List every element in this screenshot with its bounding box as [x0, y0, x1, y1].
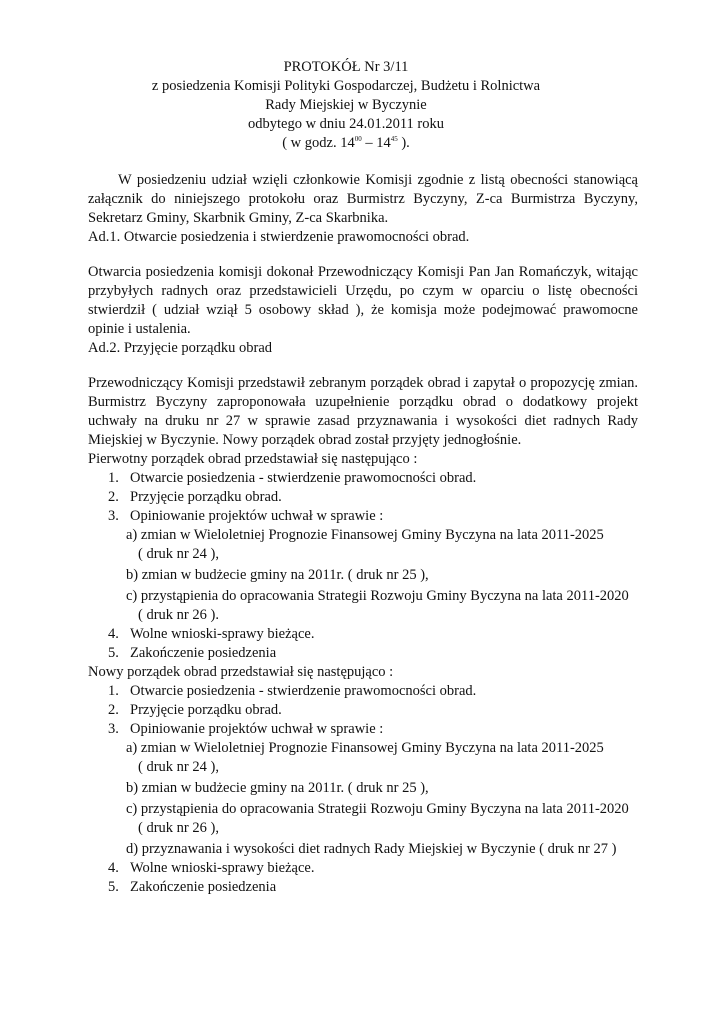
subitem-c-cont: ( druk nr 26 ), — [138, 820, 219, 836]
list-item: 1. Otwarcie posiedzenia - stwierdzenie prawomocności obrad. — [108, 683, 477, 699]
subitem-a-cont: ( druk nr 24 ), — [138, 759, 219, 775]
new-agenda-subitems — [88, 739, 638, 859]
subitem-b: b) zmian w budżecie gminy na 2011r. ( druk nr 25 ), — [126, 780, 429, 796]
new-agenda-list-end — [88, 859, 638, 897]
original-agenda-subitems — [88, 526, 638, 625]
list-item: 1. Otwarcie posiedzenia - stwierdzenie prawomocności obrad. — [108, 470, 477, 486]
list-item: 4. Wolne wnioski-sprawy bieżące. — [108, 860, 315, 876]
document-header — [88, 58, 604, 153]
ad2-paragraph: Przewodniczący Komisji przedstawił zebranym porządek obrad i zapytał o propozycję zmian. Burmistrz Byczyny zaproponowała uzupełnienie porządku obrad o dodatkowy projekt uchwały na druku nr 27 w sprawie zasad przyznawania i wysokości diet radnych Rady Miejskiej w Byczynie. Nowy porządek obrad został przyjęty jednogłośnie. — [88, 375, 638, 448]
ad1-heading: Ad.1. Otwarcie posiedzenia i stwierdzenie prawomocności obrad. — [88, 229, 470, 245]
list-item: 2. Przyjęcie porządku obrad. — [108, 702, 282, 718]
new-agenda-list — [88, 682, 638, 739]
subitem-d: d) przyznawania i wysokości diet radnych Rady Miejskiej w Byczynie ( druk nr 27 ) — [126, 841, 617, 857]
new-agenda-intro: Nowy porządek obrad przedstawiał się następująco : — [88, 664, 394, 680]
subitem-a: a) zmian w Wieloletniej Prognozie Finansowej Gminy Byczyna na lata 2011-2025 — [126, 527, 604, 543]
header-committee: z posiedzenia Komisji Polityki Gospodarczej, Budżetu i Rolnictwa — [151, 78, 541, 94]
original-agenda-intro: Pierwotny porządek obrad przedstawiał się następująco : — [88, 451, 418, 467]
subitem-c: c) przystąpienia do opracowania Strategii Rozwoju Gminy Byczyna na lata 2011-2020 — [126, 588, 629, 604]
protocol-title: PROTOKÓŁ Nr 3/11 — [283, 59, 409, 75]
intro-paragraph: W posiedzeniu udział wzięli członkowie Komisji zgodnie z listą obecności stanowiącą załącznik do niniejszego protokołu oraz Burmistrz Byczyny, Z-ca Burmistrza Byczyny, Sekretarz Gminy, Skarbnik Gminy, Z-ca Skarbnika. — [88, 172, 638, 226]
header-time: ( w godz. $14^{00} - 14^{45}$ ). — [282, 135, 410, 151]
original-agenda-list — [88, 469, 638, 526]
header-council: Rady Miejskiej w Byczynie — [265, 97, 427, 113]
ad1-paragraph: Otwarcia posiedzenia komisji dokonał Przewodniczący Komisji Pan Jan Romańczyk, witając przybyłych radnych oraz przedstawicieli Urzędu, po czym w oparciu o listę obecności stwierdził ( udział wziął 5 osobowy skład ), że komisja może podejmować prawomocne opinie i ustalenia. — [88, 264, 638, 337]
list-item: 5. Zakończenie posiedzenia — [108, 879, 277, 895]
list-item: 5. Zakończenie posiedzenia — [108, 645, 277, 661]
subitem-c-cont: ( druk nr 26 ). — [138, 607, 219, 623]
ad2-heading: Ad.2. Przyjęcie porządku obrad — [88, 340, 273, 356]
list-item: 3. Opiniowanie projektów uchwał w sprawie : — [108, 508, 384, 524]
subitem-a: a) zmian w Wieloletniej Prognozie Finansowej Gminy Byczyna na lata 2011-2025 — [126, 740, 604, 756]
list-item: 3. Opiniowanie projektów uchwał w sprawie : — [108, 721, 384, 737]
subitem-a-cont: ( druk nr 24 ), — [138, 546, 219, 562]
list-item: 2. Przyjęcie porządku obrad. — [108, 489, 282, 505]
original-agenda-list-end — [88, 625, 638, 663]
document-page — [88, 0, 638, 897]
list-item: 4. Wolne wnioski-sprawy bieżące. — [108, 626, 315, 642]
subitem-b: b) zmian w budżecie gminy na 2011r. ( druk nr 25 ), — [126, 567, 429, 583]
header-date: odbytego w dniu 24.01.2011 roku — [247, 116, 444, 132]
subitem-c: c) przystąpienia do opracowania Strategii Rozwoju Gminy Byczyna na lata 2011-2020 — [126, 801, 629, 817]
